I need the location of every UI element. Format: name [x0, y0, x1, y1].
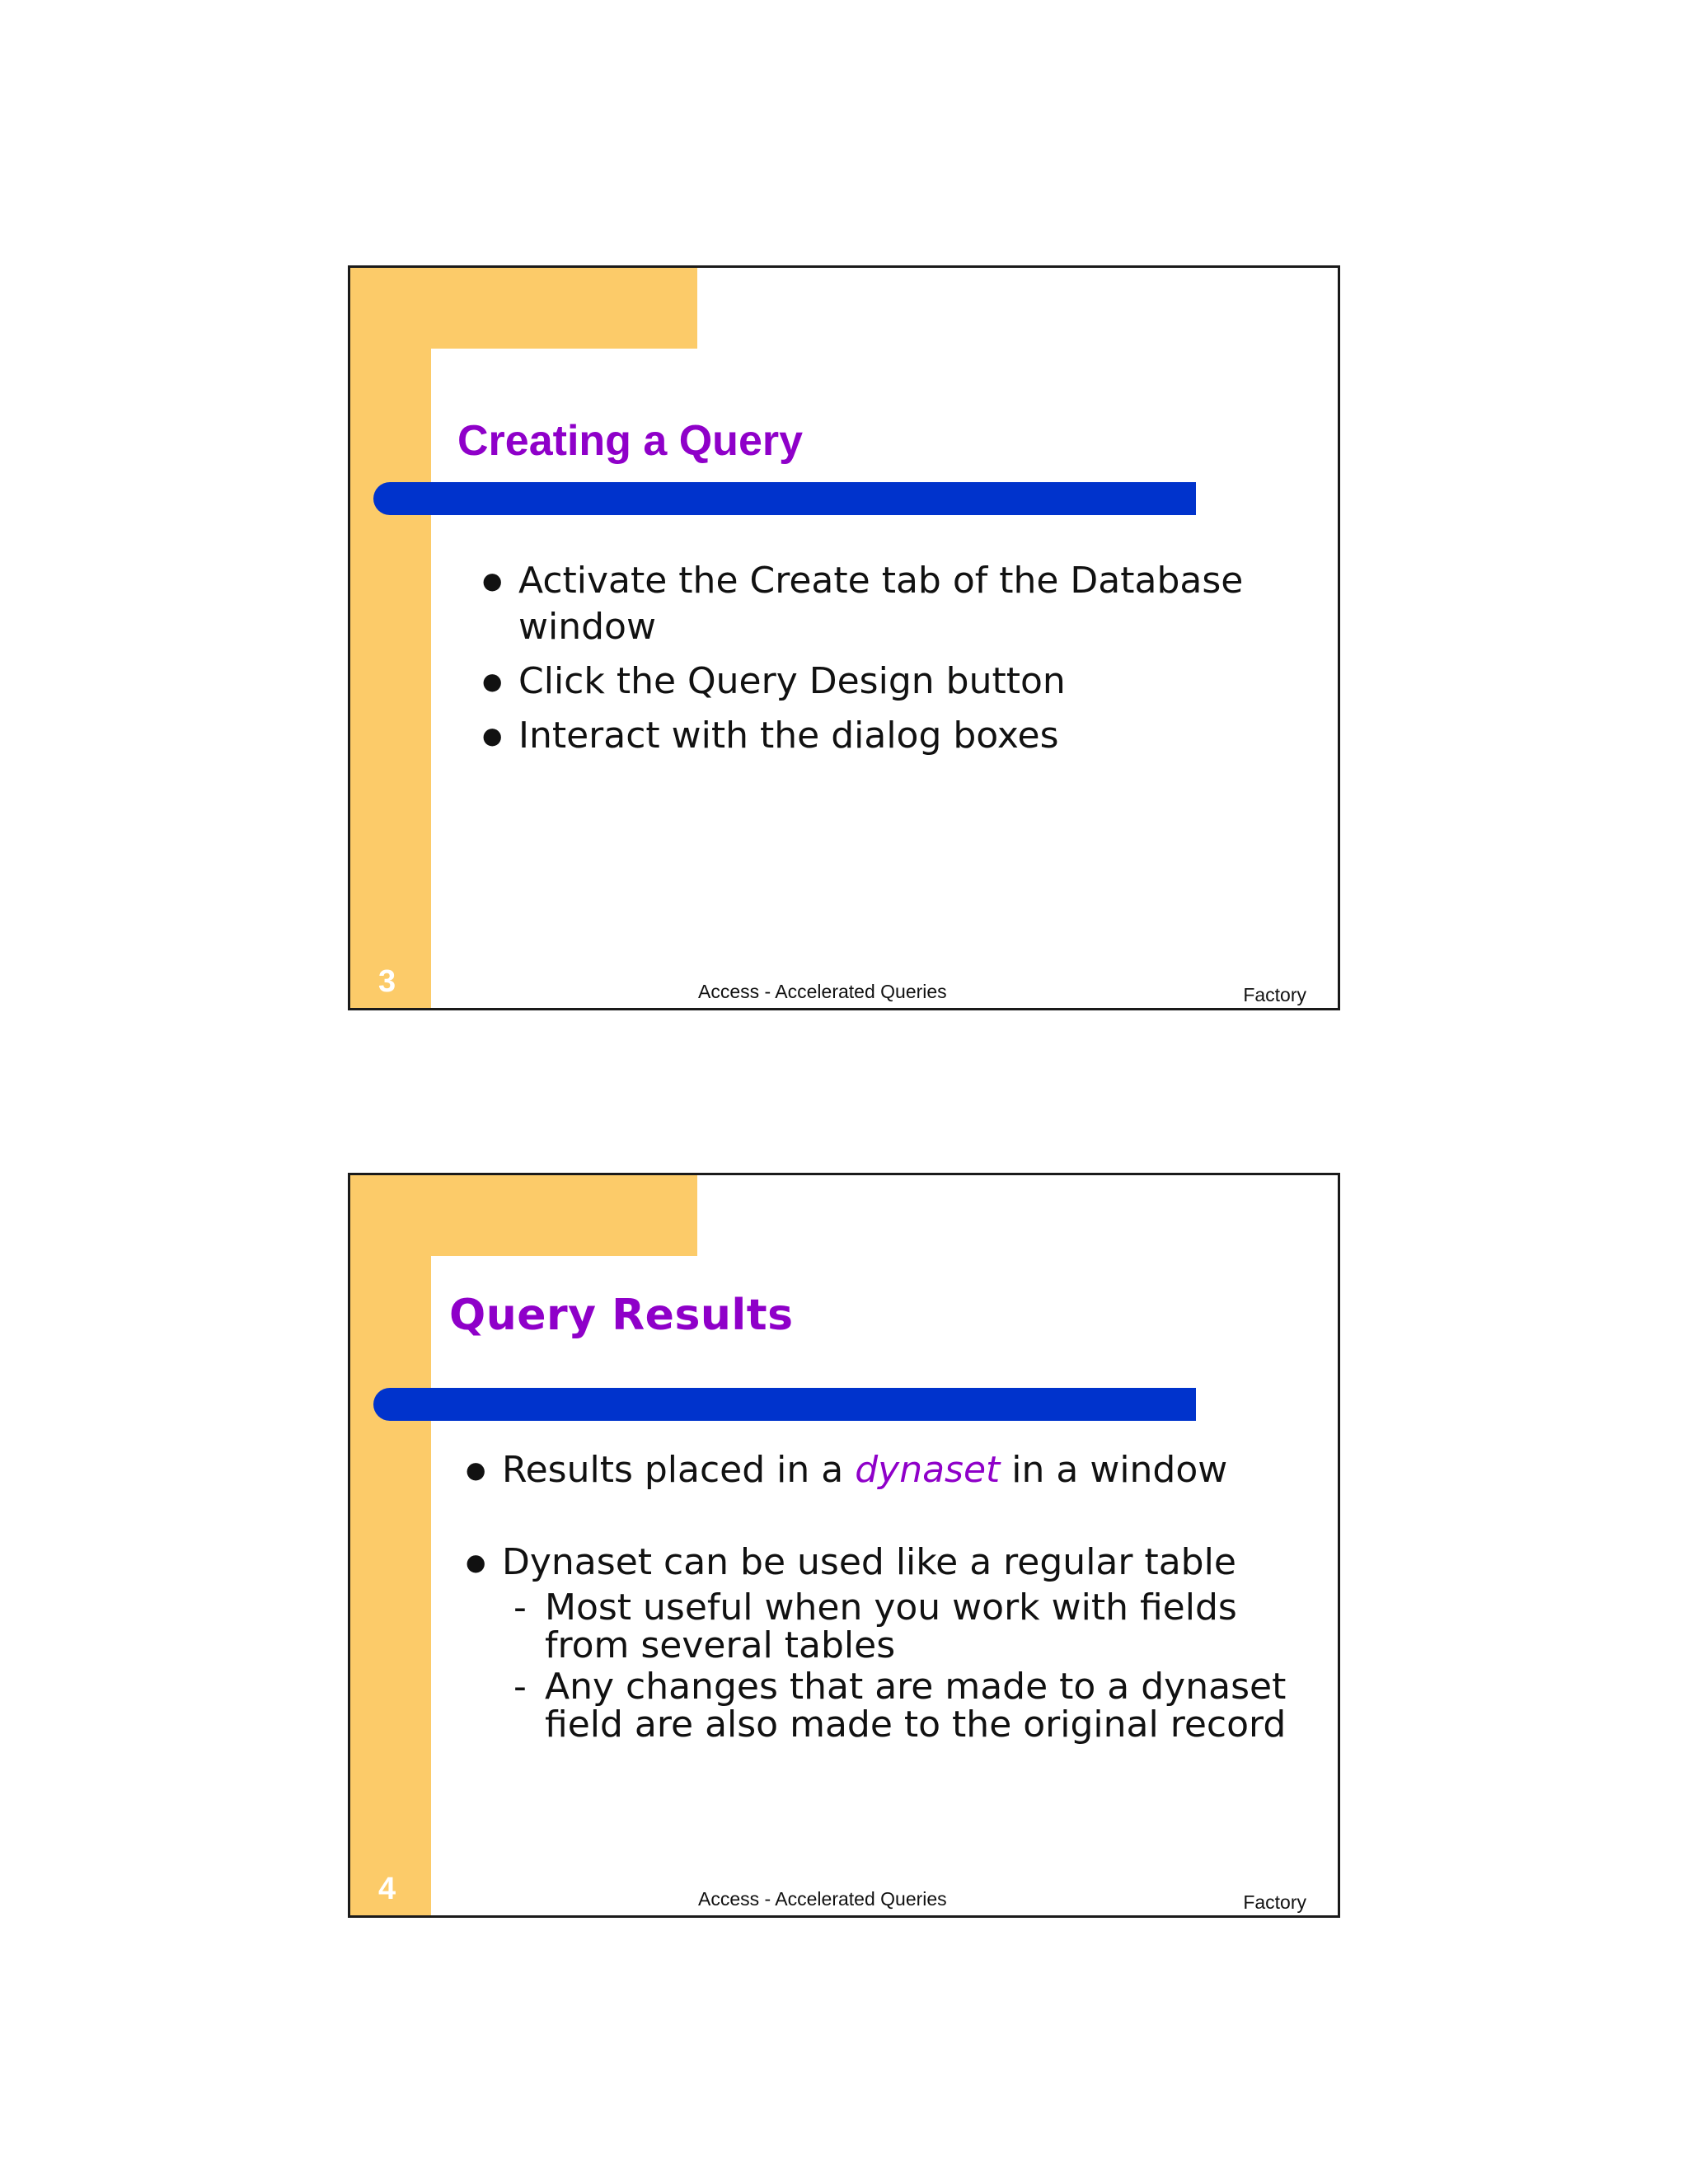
- bullet-list: [482, 558, 1306, 767]
- bullet-item: ● Dynaset can be used like a regular table: [466, 1540, 1306, 1586]
- slide-4: [348, 1173, 1340, 1918]
- accent-band-vertical: [350, 268, 431, 1008]
- slide-number: 3: [378, 964, 396, 999]
- footer-title: Access - Accelerated Queries: [698, 1888, 947, 1910]
- bullet-item: ● Activate the Create tab of the Database window: [482, 558, 1306, 650]
- title-underline-bar: [373, 482, 1196, 515]
- bullet-item: [466, 1447, 1306, 1493]
- sub-bullet-item: - Most useful when you work with fields from several tables: [466, 1589, 1306, 1665]
- accent-band-vertical: [350, 1175, 431, 1915]
- slide-title: Creating a Query: [457, 417, 804, 465]
- emphasis-term: dynaset: [855, 1449, 1001, 1491]
- title-underline-bar: [373, 1388, 1196, 1421]
- accent-band-horizontal: [350, 268, 697, 349]
- bullet-text-start: Results placed in a: [502, 1449, 856, 1491]
- bullet-item: ● Click the Query Design button: [482, 658, 1306, 705]
- bullet-item: ● Interact with the dialog boxes: [482, 713, 1306, 759]
- accent-band-horizontal: [350, 1175, 697, 1256]
- footer-title: Access - Accelerated Queries: [698, 981, 947, 1002]
- slide-number: 4: [378, 1872, 396, 1906]
- bullet-text-end: in a window: [1000, 1449, 1228, 1491]
- footer-right-label: Factory: [1243, 1891, 1306, 1913]
- bullet-list: [466, 1447, 1306, 1744]
- sub-bullet-item: - Any changes that are made to a dynaset field are also made to the original record: [466, 1668, 1306, 1744]
- slide-3: [348, 265, 1340, 1010]
- content-corner: [431, 349, 489, 406]
- slide-title: Query Results: [449, 1291, 794, 1340]
- footer-right-label: Factory: [1243, 984, 1306, 1005]
